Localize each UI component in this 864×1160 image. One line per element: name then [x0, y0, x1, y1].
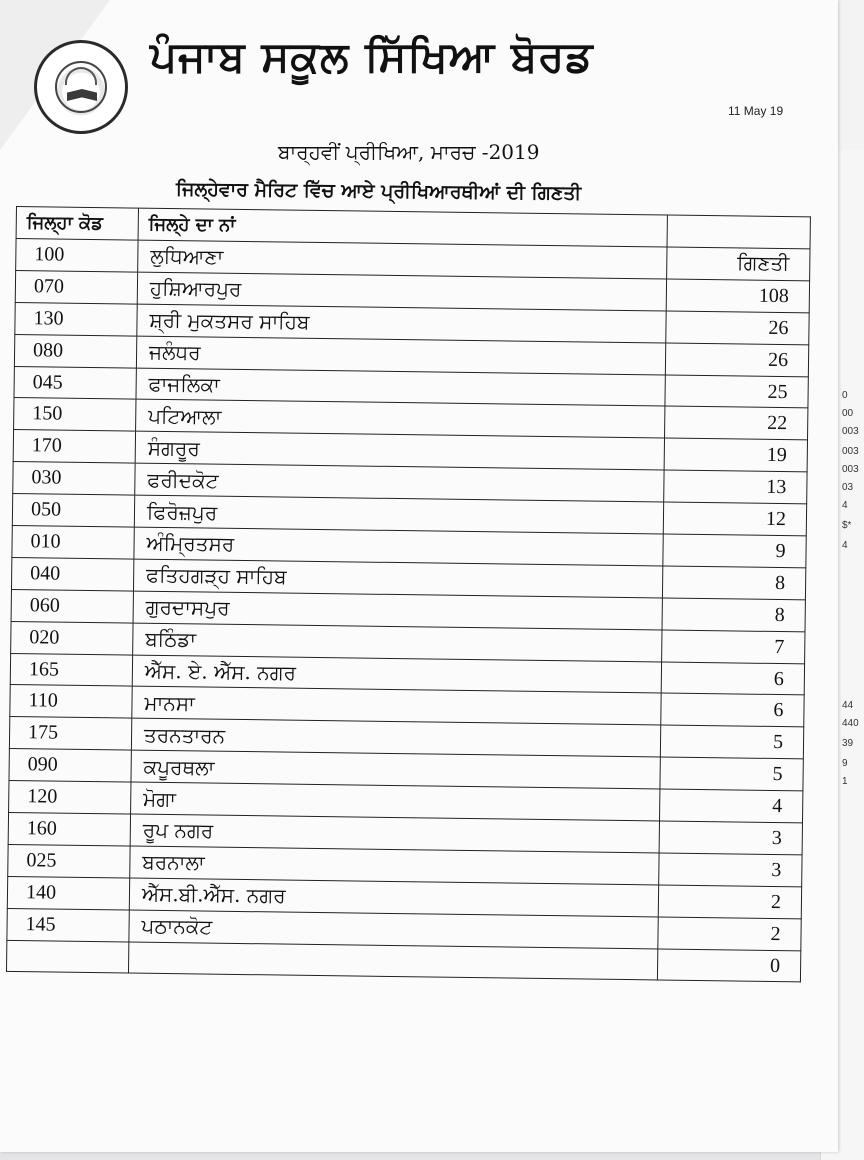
- merit-count-cell: 4: [660, 789, 803, 823]
- merit-count-cell: 3: [659, 821, 802, 855]
- district-code-cell: 010: [12, 525, 134, 558]
- district-code-cell: 170: [13, 430, 135, 463]
- count-header-label: ਗਿਣਤੀ: [667, 247, 810, 281]
- merit-count-cell: 19: [664, 438, 807, 472]
- district-code-cell: 060: [11, 589, 133, 622]
- district-code-cell: 165: [10, 653, 132, 686]
- district-code-cell: 040: [11, 557, 133, 590]
- merit-count-cell: 25: [665, 375, 808, 409]
- district-name-cell: ਪਠਾਨਕੋਟ: [129, 910, 659, 949]
- edge-fragment: 4: [842, 540, 848, 551]
- district-name-cell: ਤਰਨਤਾਰਨ: [131, 718, 661, 757]
- document-subtitle: ਜਿਲ੍ਹੇਵਾਰ ਮੈਰਿਟ ਵਿੱਚ ਆਏ ਪ੍ਰੀਖਿਆਰਥੀਆਂ ਦੀ ਗਿਣਤੀ: [175, 178, 582, 205]
- district-code-cell: 150: [14, 398, 136, 431]
- print-date: 11 May 19: [728, 104, 784, 118]
- edge-fragment: 44: [842, 700, 854, 711]
- merit-count-cell: 9: [663, 534, 806, 568]
- board-title: ਪੰਜਾਬ ਸਕੂਲ ਸਿੱਖਿਆ ਬੋਰਡ: [150, 32, 594, 81]
- edge-fragment: 9: [842, 758, 848, 769]
- merit-count-cell: 6: [661, 693, 804, 727]
- district-name-cell: ਸੰਗਰੂਰ: [135, 431, 665, 470]
- district-code-cell: 145: [7, 908, 129, 941]
- merit-count-cell: 5: [660, 757, 803, 791]
- merit-count-cell: 5: [660, 725, 803, 759]
- district-code-cell: 045: [14, 366, 136, 399]
- district-name-cell: ਫਾਜਲਿਕਾ: [136, 368, 666, 407]
- district-code-cell: 090: [9, 749, 131, 782]
- district-name-cell: ਮੋਗਾ: [130, 782, 660, 821]
- district-name-cell: ਜਲੰਧਰ: [136, 336, 666, 375]
- edge-fragment: 4: [842, 500, 848, 511]
- district-name-cell: ਗੁਰਦਾਸਪੁਰ: [133, 591, 663, 630]
- merit-count-cell: 26: [666, 311, 809, 345]
- merit-count-cell: 3: [659, 853, 802, 887]
- merit-count-cell: 12: [663, 502, 806, 536]
- edge-fragment: 003: [842, 426, 859, 437]
- exam-title: ਬਾਰ੍ਹਵੀਂ ਪ੍ਰੀਖਿਆ, ਮਾਰਚ -2019: [278, 140, 540, 164]
- district-code-cell: 160: [8, 812, 130, 845]
- district-code-cell: 110: [10, 685, 132, 718]
- district-code-cell: 030: [13, 462, 135, 495]
- district-code-cell: [6, 940, 128, 973]
- district-name-cell: ਪਟਿਆਲਾ: [135, 400, 665, 439]
- district-name-cell: [128, 942, 658, 981]
- district-code-cell: 140: [7, 876, 129, 909]
- district-name-cell: ਬਠਿੰਡਾ: [133, 623, 663, 662]
- edge-fragment: 03: [842, 482, 854, 493]
- district-code-cell: 025: [8, 844, 130, 877]
- edge-fragment: $*: [842, 520, 852, 531]
- merit-count-cell: 13: [664, 470, 807, 504]
- district-code-cell: 050: [12, 494, 134, 527]
- edge-fragment: 440: [842, 718, 859, 729]
- merit-count-cell: 6: [661, 662, 804, 696]
- district-name-cell: ਹੁਸ਼ਿਆਰਪੁਰ: [137, 272, 667, 311]
- board-seal-logo: [34, 40, 128, 134]
- district-name-cell: ਫਤਿਹਗੜ੍ਹ ਸਾਹਿਬ: [133, 559, 663, 598]
- district-name-cell: ਮਾਨਸਾ: [132, 687, 662, 726]
- district-name-cell: ਫਰੀਦਕੋਟ: [135, 463, 665, 502]
- edge-fragment: 003: [842, 446, 859, 457]
- column-header-name: ਜਿਲ੍ਹੇ ਦਾ ਨਾਂ: [138, 208, 668, 247]
- edge-fragment: 003: [842, 464, 859, 475]
- edge-fragment: 1: [842, 776, 848, 787]
- district-code-cell: 070: [15, 270, 137, 303]
- edge-fragment: 0: [842, 390, 848, 401]
- district-name-cell: ਬਰਨਾਲਾ: [130, 846, 660, 885]
- merit-count-cell: 26: [665, 343, 808, 377]
- edge-fragment: 00: [842, 408, 854, 419]
- merit-count-cell: 22: [665, 406, 808, 440]
- district-name-cell: ਫਿਰੋਜ਼ਪੁਰ: [134, 495, 664, 534]
- district-code-cell: 020: [11, 621, 133, 654]
- merit-count-cell: 2: [658, 885, 801, 919]
- merit-count-cell: 8: [663, 566, 806, 600]
- edge-fragment: 39: [842, 738, 854, 749]
- district-name-cell: ਕਪੂਰਥਲਾ: [131, 750, 661, 789]
- district-name-cell: ਰੂਪ ਨਗਰ: [130, 814, 660, 853]
- table-body: [6, 239, 810, 983]
- district-name-cell: ਅੰਮ੍ਰਿਤਸਰ: [134, 527, 664, 566]
- column-header-code: ਜਿਲ੍ਹਾ ਕੋਡ: [16, 207, 138, 241]
- merit-count-cell: 0: [658, 949, 801, 983]
- merit-count-cell: 2: [658, 917, 801, 951]
- merit-table-container: [6, 206, 811, 983]
- district-code-cell: 120: [9, 781, 131, 814]
- district-code-cell: 130: [15, 302, 137, 335]
- merit-count-cell: 8: [662, 598, 805, 632]
- district-code-cell: 175: [9, 717, 131, 750]
- merit-count-cell: 7: [662, 630, 805, 664]
- district-merit-table: [6, 206, 811, 983]
- district-code-cell: 080: [14, 334, 136, 367]
- district-name-cell: ਐੱਸ. ਏ. ਐੱਸ. ਨਗਰ: [132, 655, 662, 694]
- district-name-cell: ਸ਼੍ਰੀ ਮੁਕਤਸਰ ਸਾਹਿਬ: [137, 304, 667, 343]
- district-code-cell: 100: [16, 239, 138, 272]
- merit-count-cell: 108: [666, 279, 809, 313]
- district-name-cell: ਲੁਧਿਆਣਾ: [138, 240, 668, 279]
- column-header-count: [667, 215, 810, 249]
- district-name-cell: ਐੱਸ.ਬੀ.ਐੱਸ. ਨਗਰ: [129, 878, 659, 917]
